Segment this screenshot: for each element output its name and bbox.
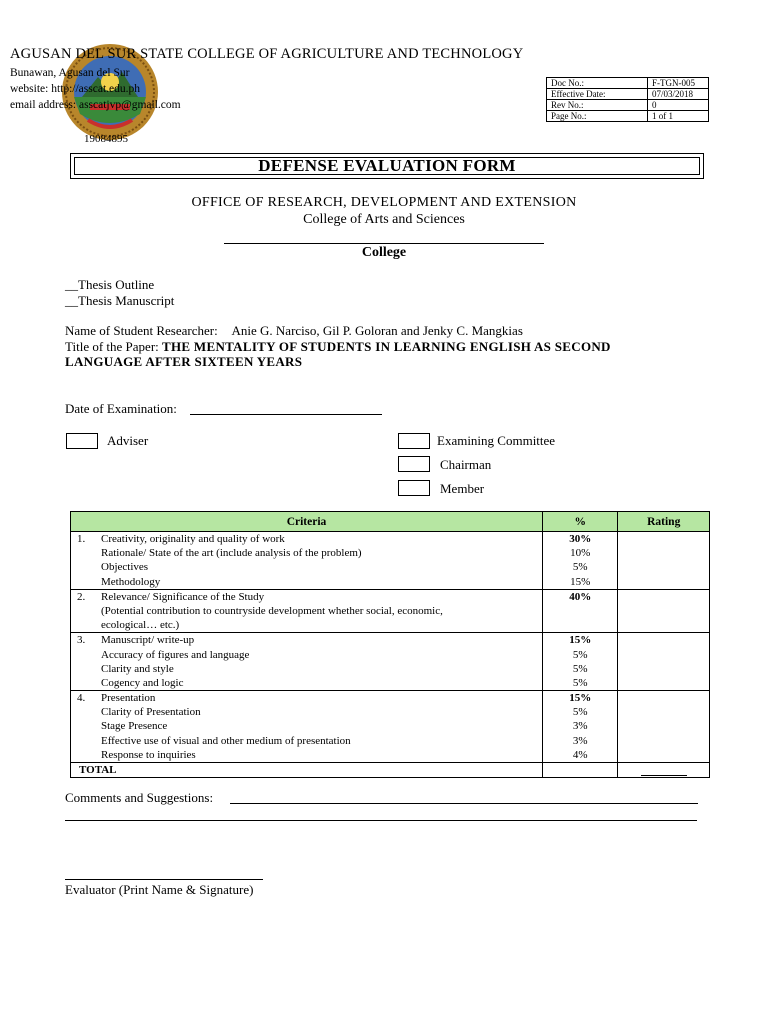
criterion-percent: 5% — [572, 648, 588, 661]
criterion-text: Clarity of Presentation — [101, 706, 201, 719]
criterion-percent: 5% — [572, 676, 588, 689]
meta-key: Rev No.: — [547, 100, 648, 111]
college-name: College of Arts and Sciences — [303, 212, 465, 227]
criterion-percent: 30% — [569, 533, 592, 545]
rating-cell[interactable] — [618, 532, 710, 590]
percent-header: % — [542, 512, 617, 532]
chairman-checkbox[interactable] — [398, 456, 430, 472]
meta-key: Effective Date: — [547, 89, 648, 100]
criterion-text: Stage Presence — [101, 720, 168, 733]
college-underline — [224, 243, 544, 244]
institution-address: Bunawan, Agusan del Sur — [10, 67, 130, 79]
comments-field-line2[interactable] — [65, 820, 697, 821]
criterion-text: Creativity, originality and quality of work — [101, 533, 285, 545]
office-name: OFFICE OF RESEARCH, DEVELOPMENT AND EXTENSION — [191, 195, 577, 210]
student-names: Anie G. Narciso, Gil P. Goloran and Jenky C. Mangkias — [231, 323, 523, 338]
adviser-label: Adviser — [107, 433, 149, 448]
criterion-percent: 15% — [570, 575, 591, 588]
member-checkbox[interactable] — [398, 480, 430, 496]
rating-cell[interactable] — [618, 633, 710, 691]
document-code: 19084895 — [84, 133, 128, 145]
criterion-text: Accuracy of figures and language — [101, 648, 250, 661]
paper-title-line1: THE MENTALITY OF STUDENTS IN LEARNING ENGLISH AS SECOND — [162, 339, 611, 354]
criterion-text: Manuscript/ write-up — [101, 634, 195, 647]
criterion-percent: 3% — [572, 734, 588, 747]
student-label: Name of Student Researcher: — [65, 323, 218, 338]
criterion-percent: 15% — [569, 634, 592, 647]
criterion-percent: 4% — [572, 748, 588, 761]
exam-date-field[interactable] — [190, 414, 382, 415]
adviser-checkbox[interactable] — [66, 433, 98, 449]
group-number: 2. — [77, 590, 86, 603]
paper-title-line2: LANGUAGE AFTER SIXTEEN YEARS — [65, 354, 303, 369]
meta-value: 07/03/2018 — [648, 89, 709, 100]
institution-name: AGUSAN DEL SUR STATE COLLEGE OF AGRICULTURE AND TECHNOLOGY — [10, 46, 524, 62]
institution-email: email address: asscatjvp@gmail.com — [10, 99, 181, 111]
option-thesis-manuscript[interactable]: __Thesis Manuscript — [65, 293, 175, 308]
total-row — [71, 763, 710, 778]
criterion-text: Clarity and style — [101, 662, 174, 675]
form-title: DEFENSE EVALUATION FORM — [74, 157, 700, 175]
criterion-text: Rationale/ State of the art (include analysis of the problem) — [101, 547, 362, 560]
criteria-header: Criteria — [71, 512, 543, 532]
meta-value: 0 — [648, 100, 709, 111]
table-row — [71, 589, 710, 633]
chairman-label: Chairman — [440, 457, 492, 472]
exam-date-label: Date of Examination: — [65, 401, 177, 416]
table-row — [71, 633, 710, 691]
rating-header: Rating — [618, 512, 710, 532]
examining-committee-checkbox[interactable] — [398, 433, 430, 449]
table-row — [71, 532, 710, 590]
table-row — [71, 691, 710, 763]
group-number: 3. — [77, 634, 86, 647]
criterion-text: Effective use of visual and other medium of presentation — [101, 734, 351, 747]
form-title-box — [70, 153, 704, 179]
examining-committee-label: Examining Committee — [437, 433, 556, 448]
criterion-percent: 3% — [572, 720, 588, 733]
criterion-text: ecological… etc.) — [101, 619, 180, 632]
criterion-percent — [543, 604, 617, 618]
total-rating-cell[interactable] — [618, 763, 710, 778]
criterion-percent: 5% — [572, 706, 588, 719]
criterion-text: Objectives — [101, 561, 149, 574]
criterion-text: (Potential contribution to countryside development whether social, economic, — [101, 604, 443, 617]
criterion-percent: 10% — [570, 547, 591, 560]
criterion-percent: 40% — [569, 590, 592, 603]
evaluator-signature-line[interactable] — [65, 879, 263, 880]
group-number: 4. — [77, 692, 86, 705]
criterion-percent: 5% — [572, 561, 588, 574]
institution-website: website: http://asscat.edu.ph — [10, 83, 140, 95]
meta-key: Doc No.: — [547, 78, 648, 89]
criterion-text: Methodology — [101, 575, 161, 588]
option-thesis-outline[interactable]: __Thesis Outline — [65, 277, 155, 292]
document-meta-table — [546, 77, 709, 122]
meta-value: F-TGN-005 — [648, 78, 709, 89]
criterion-text: Presentation — [101, 692, 156, 705]
paper-label: Title of the Paper: — [65, 339, 159, 354]
criterion-percent: 15% — [569, 692, 592, 705]
meta-key: Page No.: — [547, 111, 648, 122]
group-number: 1. — [77, 533, 86, 545]
total-label: TOTAL — [79, 764, 117, 776]
criteria-table — [70, 511, 710, 778]
comments-field-line1[interactable] — [230, 803, 698, 804]
criterion-text: Cogency and logic — [101, 676, 184, 689]
criterion-percent: 5% — [572, 662, 588, 675]
criterion-text: Relevance/ Significance of the Study — [101, 590, 265, 603]
evaluator-label: Evaluator (Print Name & Signature) — [65, 882, 254, 897]
criterion-text: Response to inquiries — [101, 748, 196, 761]
member-label: Member — [440, 481, 485, 496]
college-label: College — [361, 245, 407, 260]
meta-value: 1 of 1 — [648, 111, 709, 122]
total-rating-line — [641, 775, 687, 776]
comments-label: Comments and Suggestions: — [65, 790, 214, 805]
rating-cell[interactable] — [618, 589, 710, 633]
rating-cell[interactable] — [618, 691, 710, 763]
criterion-percent — [543, 618, 617, 632]
